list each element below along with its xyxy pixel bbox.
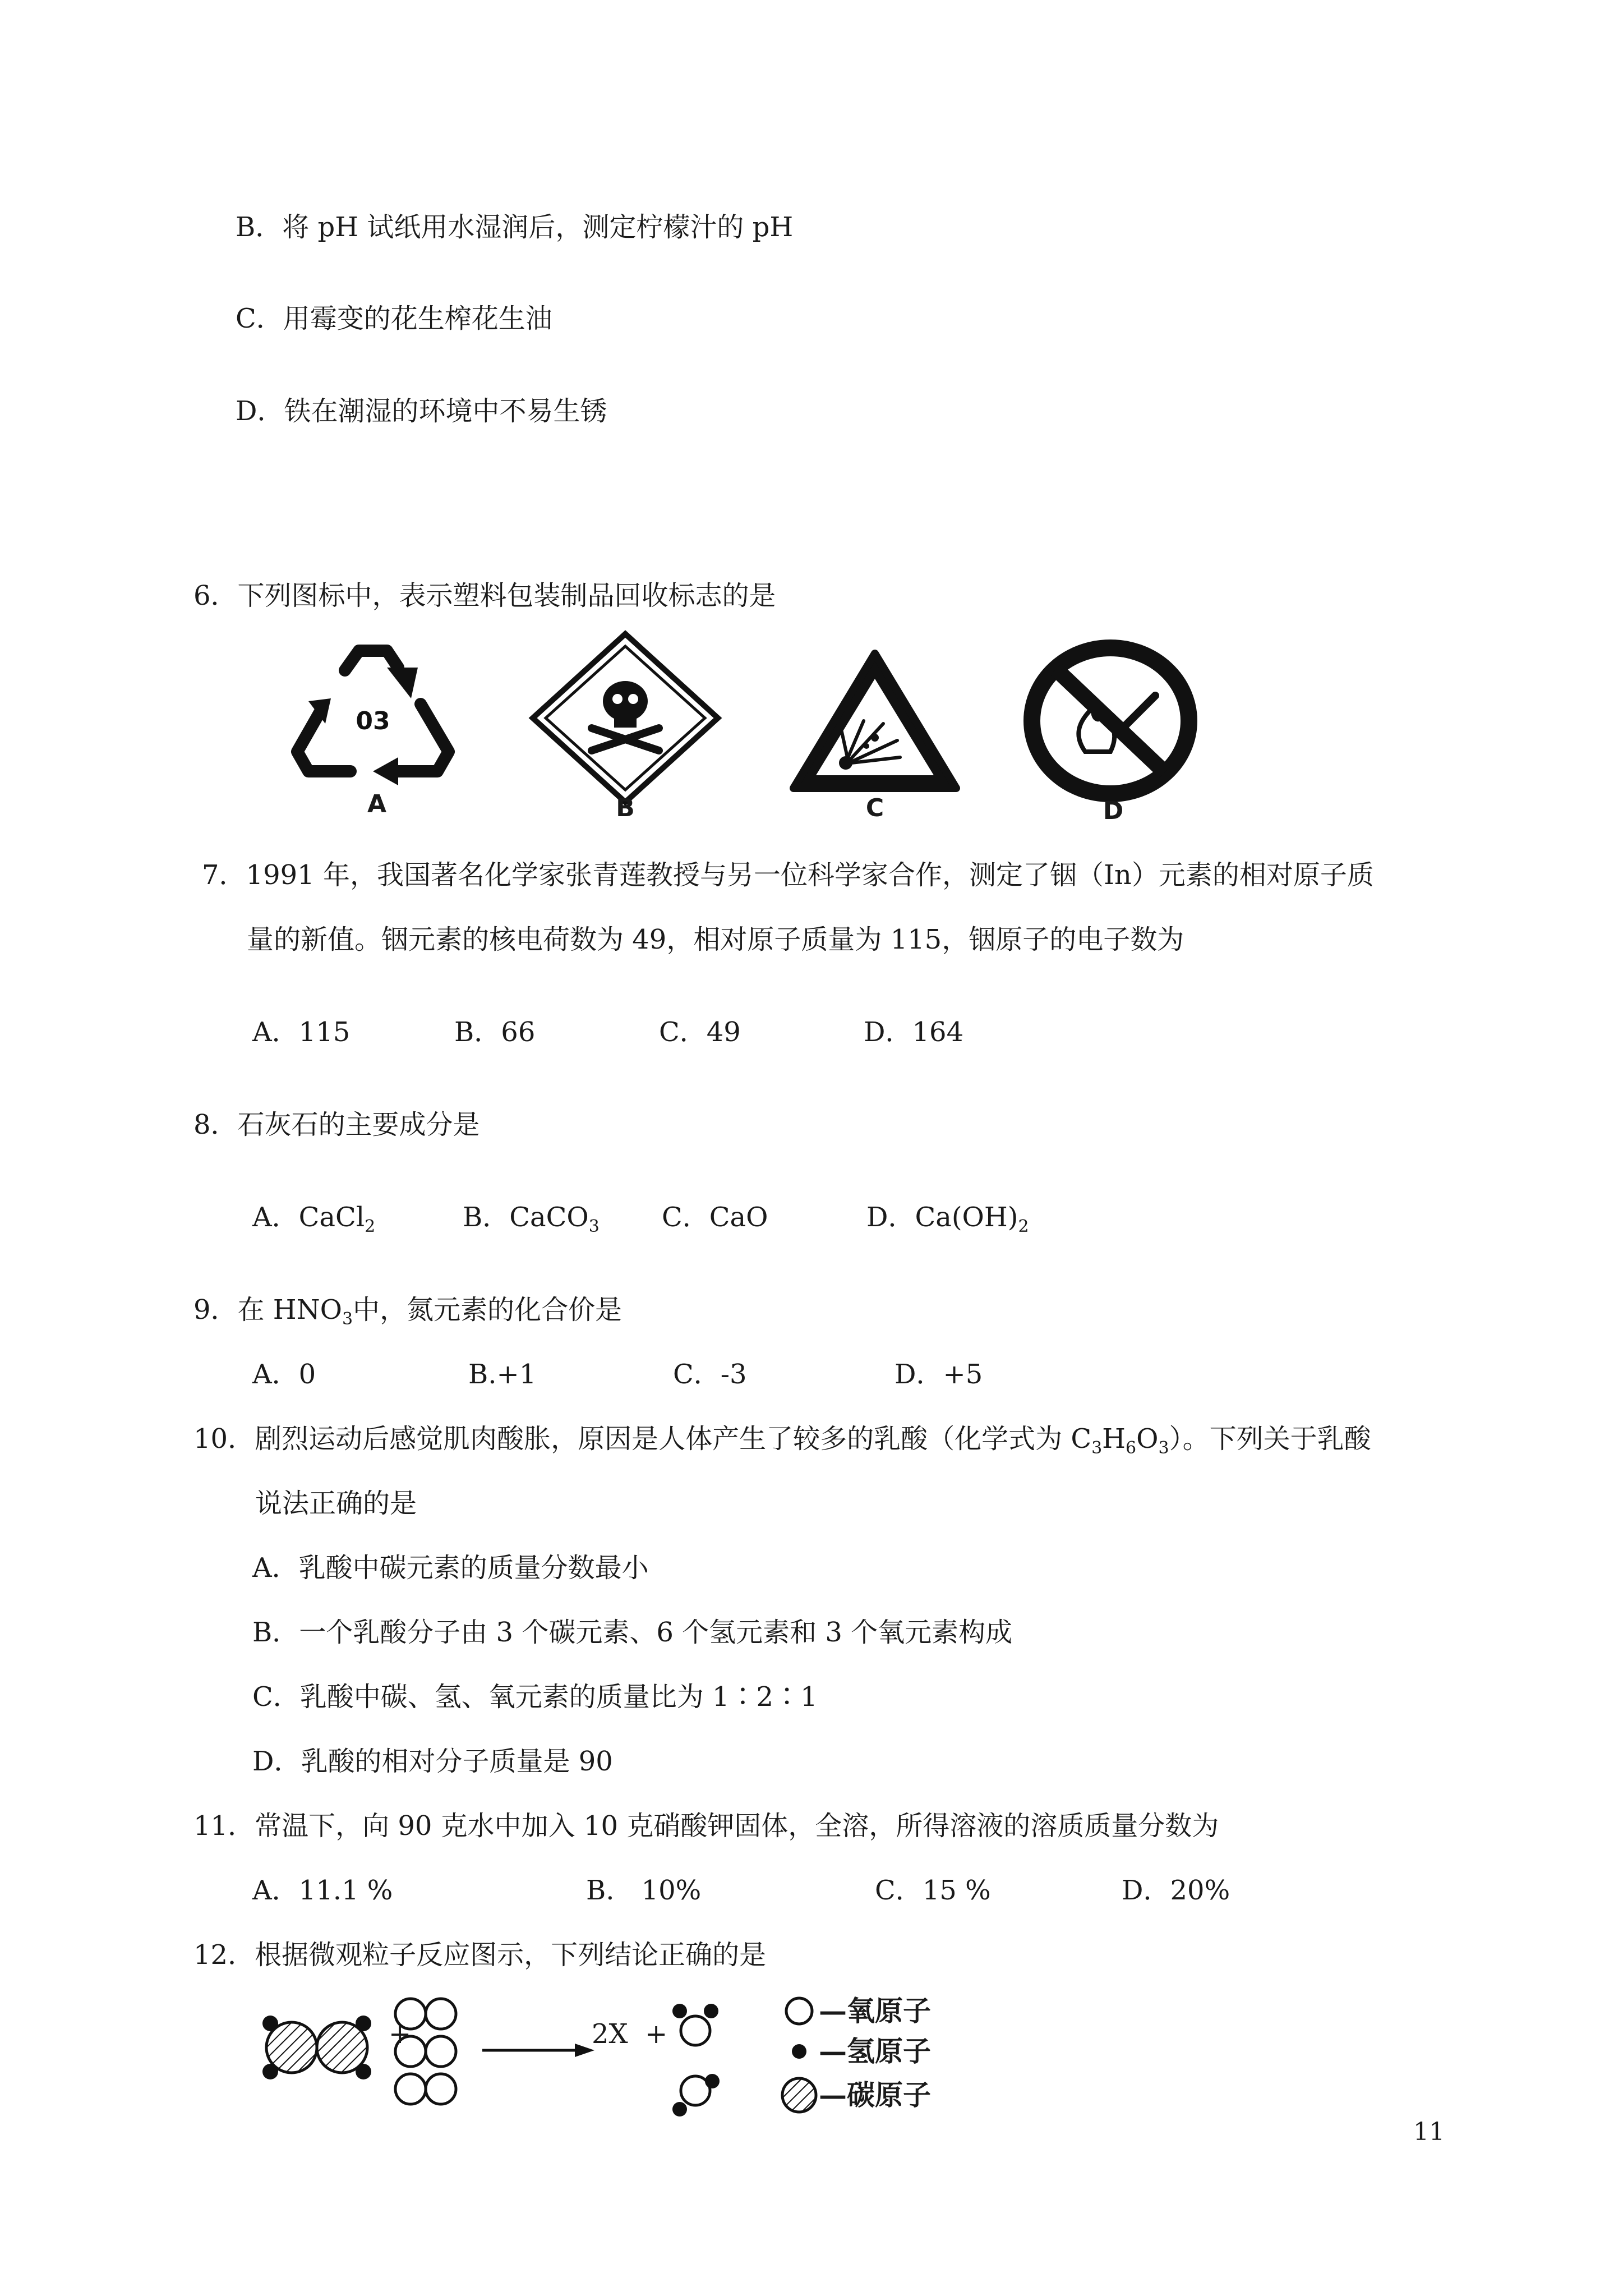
- legend-oxygen-atom: —氧原子: [819, 1994, 931, 2027]
- q8-option-b: B．CaCO$_3$: [463, 1202, 600, 1236]
- q10-option-c: C．乳酸中碳、氢、氧元素的质量比为 1∶2∶1: [252, 1681, 818, 1713]
- q5-option-b: B．将 pH 试纸用水湿润后，测定柠檬汁的 pH: [236, 211, 794, 243]
- q10-option-b: B．一个乳酸分子由 3 个碳元素、6 个氢元素和 3 个氧元素构成: [252, 1617, 1013, 1648]
- q7-option-a: A．115: [252, 1016, 351, 1048]
- q6-label-a: A: [367, 790, 387, 818]
- q11-option-c: C．15 %: [875, 1875, 991, 1906]
- plus-sign-1: +: [389, 2018, 412, 2050]
- q9-option-b: B.+1: [468, 1359, 537, 1390]
- page-number: 11: [1413, 2118, 1445, 2146]
- explosive-icon: [785, 645, 965, 797]
- water-molecules: [672, 2004, 720, 2116]
- q10-option-d: D．乳酸的相对分子质量是 90: [252, 1746, 613, 1777]
- recycle-icon: [278, 637, 468, 799]
- q7-stem-line1: 7．1991 年，我国著名化学家张青莲教授与另一位科学家合作，测定了铟（In）元素的相对原子质: [202, 859, 1374, 891]
- q9-option-d: D．+5: [895, 1359, 983, 1390]
- q7-stem-line2: 量的新值。铟元素的核电荷数为 49，相对原子质量为 115，铟原子的电子数为: [247, 924, 1184, 955]
- q6-stem: 6．下列图标中，表示塑料包装制品回收标志的是: [193, 580, 776, 611]
- q10-stem-line2: 说法正确的是: [255, 1488, 417, 1519]
- product-2x: 2X: [592, 2018, 628, 2050]
- q7-option-d: D．164: [864, 1016, 964, 1048]
- q5-option-c: C．用霉变的花生榨花生油: [236, 303, 552, 334]
- recycle-code: 03: [356, 707, 390, 735]
- q8-option-c: C．CaO: [662, 1202, 768, 1233]
- q9-option-c: C．-3: [673, 1359, 747, 1390]
- q6-label-d: D: [1103, 797, 1124, 825]
- q12-stem: 12．根据微观粒子反应图示，下列结论正确的是: [193, 1939, 767, 1971]
- oxygen-molecules: [395, 1999, 456, 2104]
- reactant-molecule-1: [262, 2016, 371, 2079]
- q7-option-c: C．49: [659, 1016, 741, 1048]
- q11-stem: 11．常温下，向 90 克水中加入 10 克硝酸钾固体，全溶，所得溶液的溶质质量分数为: [193, 1810, 1219, 1842]
- legend-hydrogen-atom: —氢原子: [819, 2035, 931, 2068]
- plus-sign-2: +: [645, 2018, 668, 2050]
- q7-option-b: B．66: [454, 1016, 536, 1048]
- q9-stem: 9．在 $HNO_3$中，氮元素的化合价是: [193, 1294, 623, 1329]
- q11-option-d: D．20%: [1122, 1875, 1230, 1906]
- q11-option-a: A．11.1 %: [252, 1875, 393, 1906]
- q6-label-c: C: [865, 794, 884, 822]
- q5-option-d: D．铁在潮湿的环境中不易生锈: [236, 395, 607, 427]
- reaction-arrow-icon: [482, 2044, 594, 2057]
- q10-option-a: A．乳酸中碳元素的质量分数最小: [252, 1552, 649, 1584]
- q6-label-b: B: [616, 794, 635, 822]
- q8-stem: 8．石灰石的主要成分是: [193, 1109, 480, 1140]
- legend-carbon-atom: —碳原子: [819, 2078, 931, 2111]
- skull-crossbones-icon: [524, 628, 726, 808]
- q8-option-d: D．$Ca(OH)_2$: [866, 1202, 1029, 1236]
- no-fire-icon: [1018, 637, 1203, 805]
- q10-stem-line1: 10．剧烈运动后感觉肌肉酸胀，原因是人体产生了较多的乳酸（化学式为 $C_3H_6O_3$）。下列关于乳酸: [193, 1423, 1371, 1458]
- q9-option-a: A．0: [252, 1359, 316, 1390]
- q11-option-b: B. 10%: [586, 1875, 702, 1906]
- q8-option-a: A．CaCl$_2$: [252, 1202, 376, 1236]
